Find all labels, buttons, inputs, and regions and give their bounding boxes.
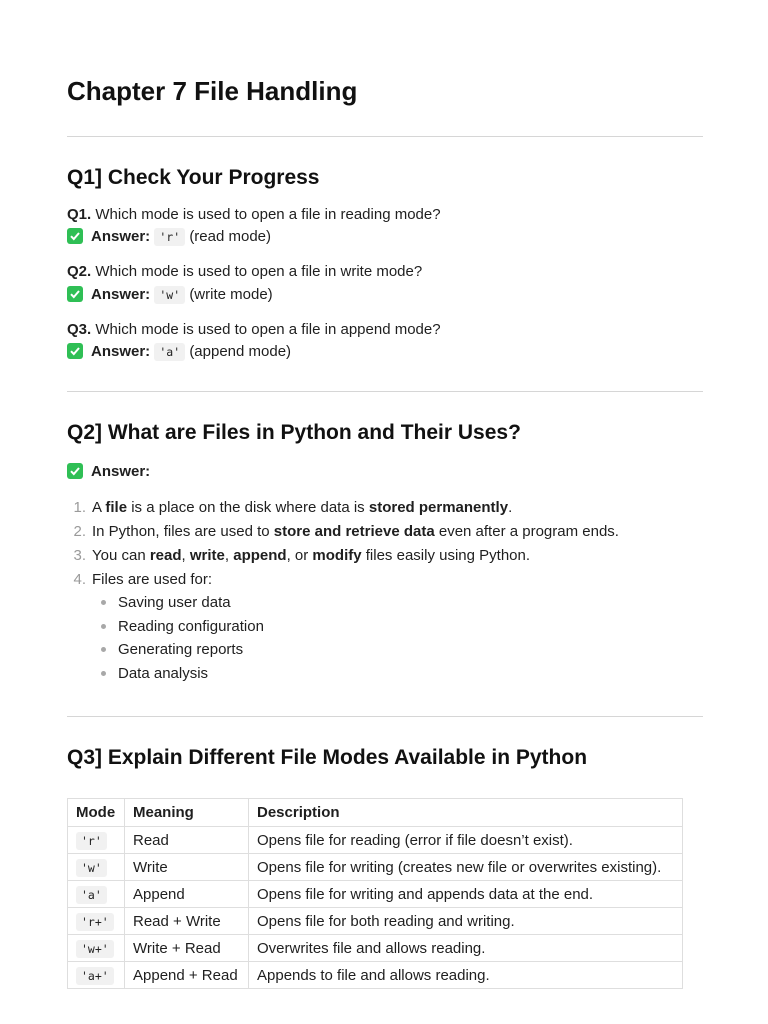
question-label: Q3. [67, 321, 92, 338]
column-header: Meaning [125, 799, 249, 827]
question-label: Q2. [67, 263, 92, 280]
divider [67, 716, 703, 717]
meaning-cell: Read [125, 827, 249, 854]
q1-question-3 [67, 320, 441, 340]
emphasis-text: file [105, 499, 128, 516]
q1-heading: Q1] Check Your Progress [67, 166, 320, 189]
mode-code: 'a' [154, 343, 185, 361]
question-text: Which mode is used to open a file in reading mode? [95, 206, 441, 223]
question-label: Q1. [67, 206, 92, 223]
check-icon [67, 463, 83, 479]
mode-code: 'r+' [76, 913, 114, 931]
list-text: . [508, 499, 513, 516]
answer-note: (append mode) [189, 343, 292, 360]
q3-heading: Q3] Explain Different File Modes Available in Python [67, 746, 588, 769]
table-row [68, 881, 683, 908]
bullet-icon [101, 600, 106, 605]
numbered-list-item [67, 522, 619, 542]
list-number: 2. [73, 523, 86, 540]
answer-note: (read mode) [189, 228, 272, 245]
check-icon [67, 228, 83, 244]
emphasis-text: modify [312, 547, 362, 564]
bullet-icon [101, 671, 106, 676]
meaning-cell: Append + Read [125, 962, 249, 989]
emphasis-text: append [233, 547, 287, 564]
description-cell: Appends to file and allows reading. [249, 962, 683, 989]
table-row [68, 854, 683, 881]
numbered-list-item [67, 498, 512, 518]
check-icon [67, 286, 83, 302]
question-text: Which mode is used to open a file in write mode? [95, 263, 423, 280]
table-row [68, 908, 683, 935]
numbered-list-item [67, 546, 530, 566]
answer-label: Answer: [91, 286, 151, 303]
q1-answer-3 [67, 342, 291, 362]
mode-code: 'w+' [76, 940, 114, 958]
question-text: Which mode is used to open a file in append mode? [95, 321, 441, 338]
divider [67, 391, 703, 392]
description-cell: Opens file for writing (creates new file or overwrites existing). [249, 854, 683, 881]
answer-label: Answer: [91, 228, 151, 245]
list-text: You can [92, 547, 150, 564]
numbered-list-item [67, 570, 212, 590]
mode-code: 'r' [154, 228, 185, 246]
list-text: , [181, 547, 190, 564]
mode-code: 'w' [154, 286, 185, 304]
list-item: Generating reports [101, 640, 243, 660]
emphasis-text: store and retrieve data [273, 523, 435, 540]
meaning-cell: Append [125, 881, 249, 908]
meaning-cell: Write [125, 854, 249, 881]
divider [67, 136, 703, 137]
list-item: Data analysis [101, 664, 208, 684]
mode-code: 'w' [76, 859, 107, 877]
description-cell: Opens file for reading (error if file doesn’t exist). [249, 827, 683, 854]
column-header: Description [249, 799, 683, 827]
mode-code: 'r' [76, 832, 107, 850]
description-cell: Opens file for both reading and writing. [249, 908, 683, 935]
check-icon [67, 343, 83, 359]
bullet-icon [101, 624, 106, 629]
bullet-icon [101, 647, 106, 652]
table-row [68, 962, 683, 989]
list-number: 1. [73, 499, 86, 516]
table-header-row [68, 799, 683, 827]
emphasis-text: read [149, 547, 182, 564]
q1-question-1 [67, 205, 441, 225]
q1-question-2 [67, 262, 422, 282]
answer-note: (write mode) [189, 286, 273, 303]
page-title: Chapter 7 File Handling [67, 76, 358, 106]
answer-label: Answer: [91, 463, 151, 480]
column-header: Mode [68, 799, 125, 827]
table-row [68, 935, 683, 962]
list-item: Saving user data [101, 593, 231, 613]
list-text: files easily using Python. [361, 547, 531, 564]
q1-answer-1 [67, 227, 271, 247]
emphasis-text: stored permanently [368, 499, 509, 516]
q2-answer [67, 462, 150, 482]
list-text: , or [286, 547, 313, 564]
q1-answer-2 [67, 285, 273, 305]
mode-code: 'a' [76, 886, 107, 904]
list-number: 4. [73, 571, 86, 588]
meaning-cell: Read + Write [125, 908, 249, 935]
list-text: , [224, 547, 234, 564]
list-text: is a place on the disk where data is [127, 499, 369, 516]
list-text: Files are used for: [92, 571, 213, 588]
meaning-cell: Write + Read [125, 935, 249, 962]
table-row [68, 827, 683, 854]
file-modes-table [67, 798, 683, 989]
mode-code: 'a+' [76, 967, 114, 985]
answer-label: Answer: [91, 343, 151, 360]
description-cell: Opens file for writing and appends data at the end. [249, 881, 683, 908]
list-item: Reading configuration [101, 617, 264, 637]
emphasis-text: write [189, 547, 225, 564]
list-text: In Python, files are used to [92, 523, 274, 540]
description-cell: Overwrites file and allows reading. [249, 935, 683, 962]
list-text: even after a program ends. [434, 523, 619, 540]
list-number: 3. [73, 547, 86, 564]
list-text: A [92, 499, 106, 516]
q2-heading: Q2] What are Files in Python and Their Uses? [67, 421, 521, 444]
